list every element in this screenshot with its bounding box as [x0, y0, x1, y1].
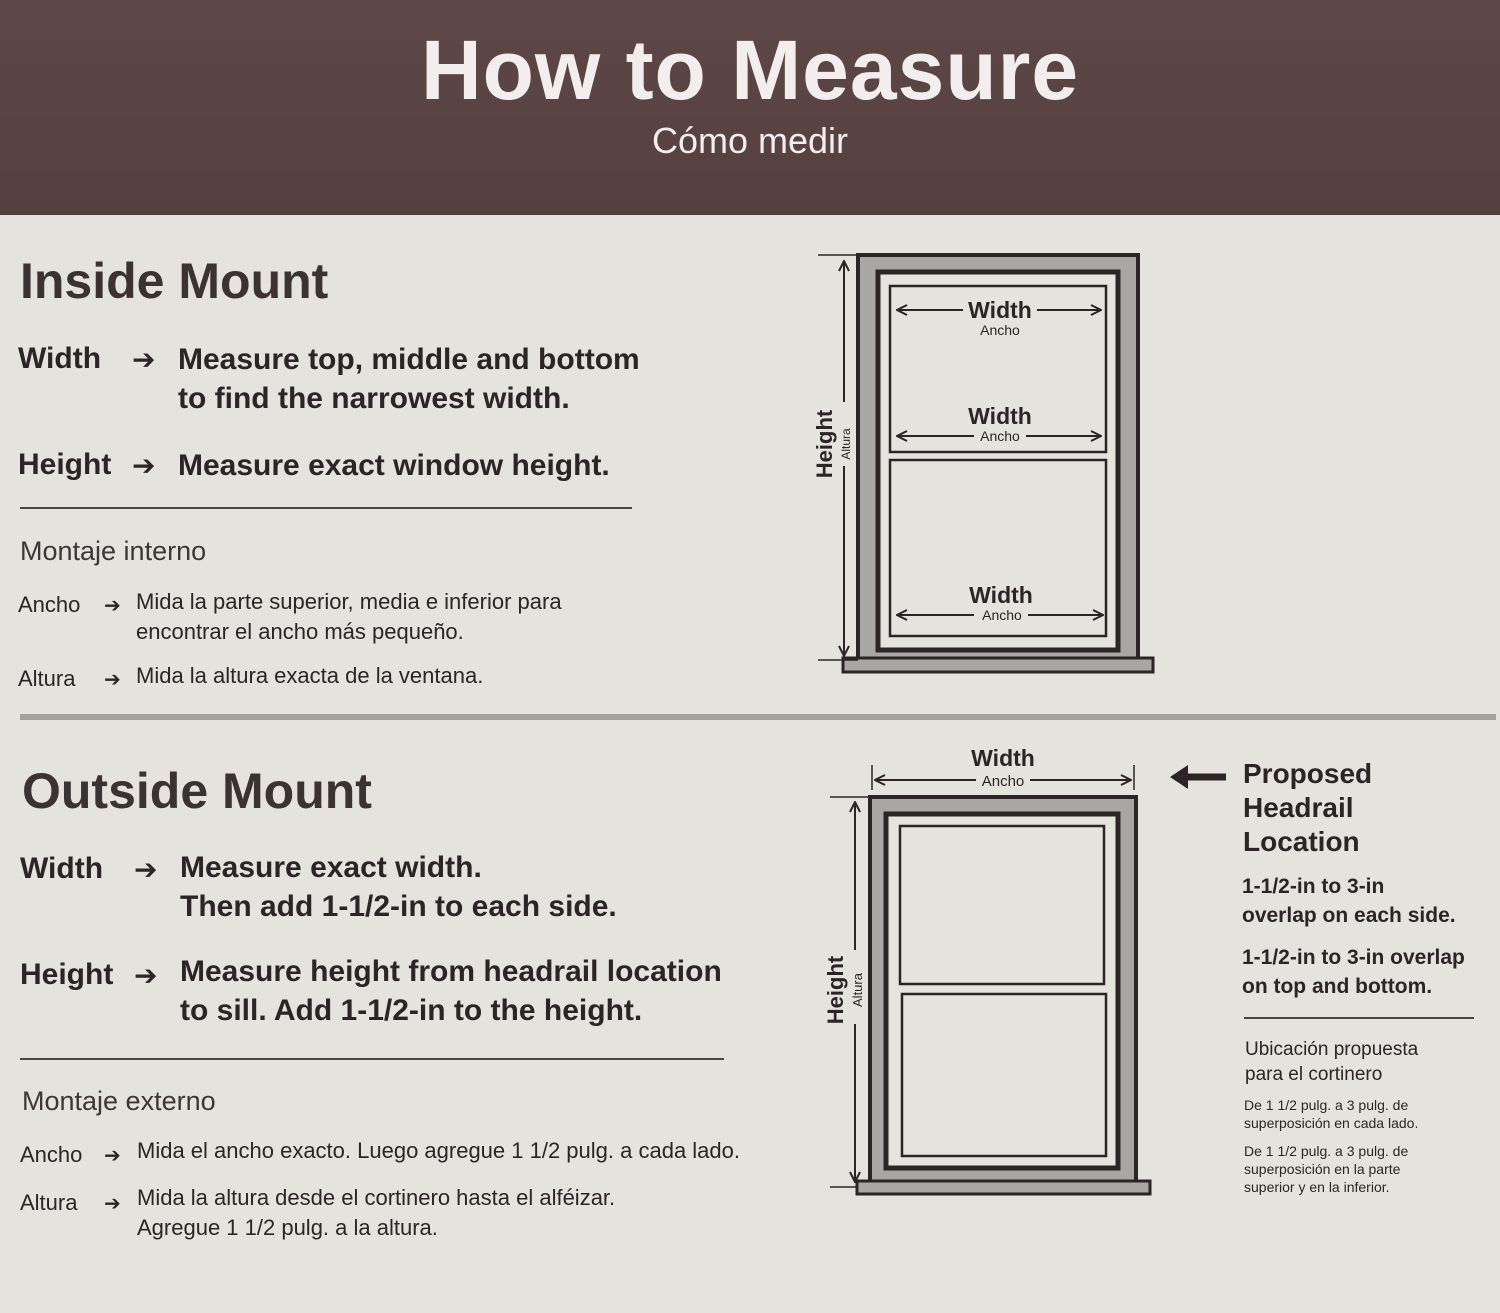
- side-title-line-2: Headrail: [1243, 792, 1354, 823]
- inside-es-height-label: Altura: [18, 666, 76, 691]
- proposed-headrail-location-title: [1243, 757, 1483, 859]
- side-title-line-3: Location: [1243, 826, 1360, 857]
- outside-height-label: Height: [20, 958, 114, 991]
- side-es-title: [1245, 1037, 1495, 1087]
- page-subtitle: Cómo medir: [651, 120, 849, 161]
- outside-es-height-arrow-icon: ➔: [104, 1193, 121, 1215]
- inside-diagram-width-mid: Width: [968, 403, 1032, 429]
- outside-es-height-line-1: Mida la altura desde el cortinero hasta el alféizar.: [137, 1185, 616, 1210]
- outside-diagram-height: Height: [823, 955, 848, 1025]
- outside-window-sill: [857, 1181, 1150, 1194]
- side-note-1-line-2: overlap on each side.: [1242, 904, 1456, 927]
- outside-height-text-line-1: Measure height from headrail location: [180, 955, 722, 988]
- outside-es-width-text: Mida el ancho exacto. Luego agregue 1 1/2 pulg. a cada lado.: [137, 1138, 741, 1163]
- inside-diagram-ancho-top: Ancho: [980, 322, 1020, 338]
- side-es-note-2-line-1: De 1 1/2 pulg. a 3 pulg. de: [1244, 1143, 1409, 1159]
- outside-diagram-ancho: Ancho: [981, 773, 1025, 790]
- side-divider: [1244, 1017, 1474, 1019]
- outside-es-width-label: Ancho: [20, 1142, 83, 1167]
- outside-window-diagram: [823, 745, 1226, 1194]
- outside-height-text-line-2: to sill. Add 1-1/2-in to the height.: [180, 994, 643, 1027]
- inside-es-height-text: Mida la altura exacta de la ventana.: [136, 663, 484, 688]
- side-es-note-2-line-3: superior y en la inferior.: [1244, 1179, 1390, 1195]
- outside-width-text-line-1: Measure exact width.: [180, 851, 482, 884]
- outside-width-label: Width: [20, 852, 104, 885]
- inside-width-text-line-2: to find the narrowest width.: [178, 382, 570, 415]
- side-note-1-line-1: 1-1/2-in to 3-in: [1242, 875, 1385, 898]
- side-es-note-2-line-2: superposición en la parte: [1244, 1161, 1401, 1177]
- inside-diagram-altura: Altura: [839, 428, 853, 460]
- outside-es-width-arrow-icon: ➔: [104, 1145, 121, 1167]
- outside-window-lower-sash: [902, 994, 1106, 1156]
- inside-es-width-line-1: Mida la parte superior, media e inferior para: [136, 589, 562, 614]
- outside-es-title: Montaje externo: [22, 1086, 216, 1116]
- side-es-note-1-line-1: De 1 1/2 pulg. a 3 pulg. de: [1244, 1097, 1409, 1113]
- side-note-2-line-2: on top and bottom.: [1242, 975, 1433, 998]
- inside-height-label: Height: [18, 448, 112, 481]
- side-note-2-line-1: 1-1/2-in to 3-in overlap: [1242, 946, 1465, 969]
- side-note-top-bottom: [1242, 943, 1492, 1001]
- inside-window-sill: [843, 658, 1153, 672]
- outside-diagram-width: Width: [971, 745, 1035, 771]
- side-es-line-1: Ubicación propuesta: [1245, 1039, 1419, 1060]
- inside-diagram-ancho-bot: Ancho: [982, 607, 1022, 623]
- inside-mount-title: Inside Mount: [20, 253, 329, 309]
- outside-mount-title: Outside Mount: [22, 763, 372, 819]
- inside-width-arrow-icon: ➔: [132, 344, 156, 375]
- outside-height-arrow-icon: ➔: [134, 960, 158, 991]
- outside-es-height-label: Altura: [20, 1190, 78, 1215]
- inside-width-text-line-1: Measure top, middle and bottom: [178, 343, 640, 376]
- inside-window-diagram: [812, 255, 1153, 672]
- headrail-pointer-arrow-head: [1170, 765, 1188, 789]
- inside-diagram-ancho-mid: Ancho: [980, 428, 1020, 444]
- inside-es-title: Montaje interno: [20, 536, 207, 566]
- inside-es-width-arrow-icon: ➔: [104, 595, 121, 617]
- side-es-note-1-line-2: superposición en cada lado.: [1244, 1115, 1419, 1131]
- inside-height-text: Measure exact window height.: [178, 449, 610, 482]
- side-es-note-1: [1244, 1096, 1454, 1132]
- outside-width-arrow-icon: ➔: [134, 854, 158, 885]
- outside-width-text-line-2: Then add 1-1/2-in to each side.: [180, 890, 617, 923]
- outside-diagram-altura: Altura: [850, 973, 865, 1007]
- inside-diagram-height: Height: [812, 409, 837, 479]
- side-note-each-side: [1242, 872, 1492, 930]
- side-title-line-1: Proposed: [1243, 758, 1373, 789]
- side-es-note-2: [1244, 1142, 1454, 1196]
- side-es-line-2: para el cortinero: [1245, 1064, 1383, 1085]
- inside-es-width-line-2: encontrar el ancho más pequeño.: [136, 619, 464, 644]
- inside-height-arrow-icon: ➔: [132, 450, 156, 481]
- inside-diagram-width-top: Width: [968, 297, 1032, 323]
- page-title: How to Measure: [420, 23, 1080, 117]
- inside-diagram-width-bot: Width: [969, 582, 1033, 608]
- outside-es-height-line-2: Agregue 1 1/2 pulg. a la altura.: [137, 1215, 438, 1240]
- inside-es-height-arrow-icon: ➔: [104, 669, 121, 691]
- inside-es-width-label: Ancho: [18, 592, 81, 617]
- outside-window-upper-sash: [900, 826, 1104, 984]
- inside-width-label: Width: [18, 342, 102, 375]
